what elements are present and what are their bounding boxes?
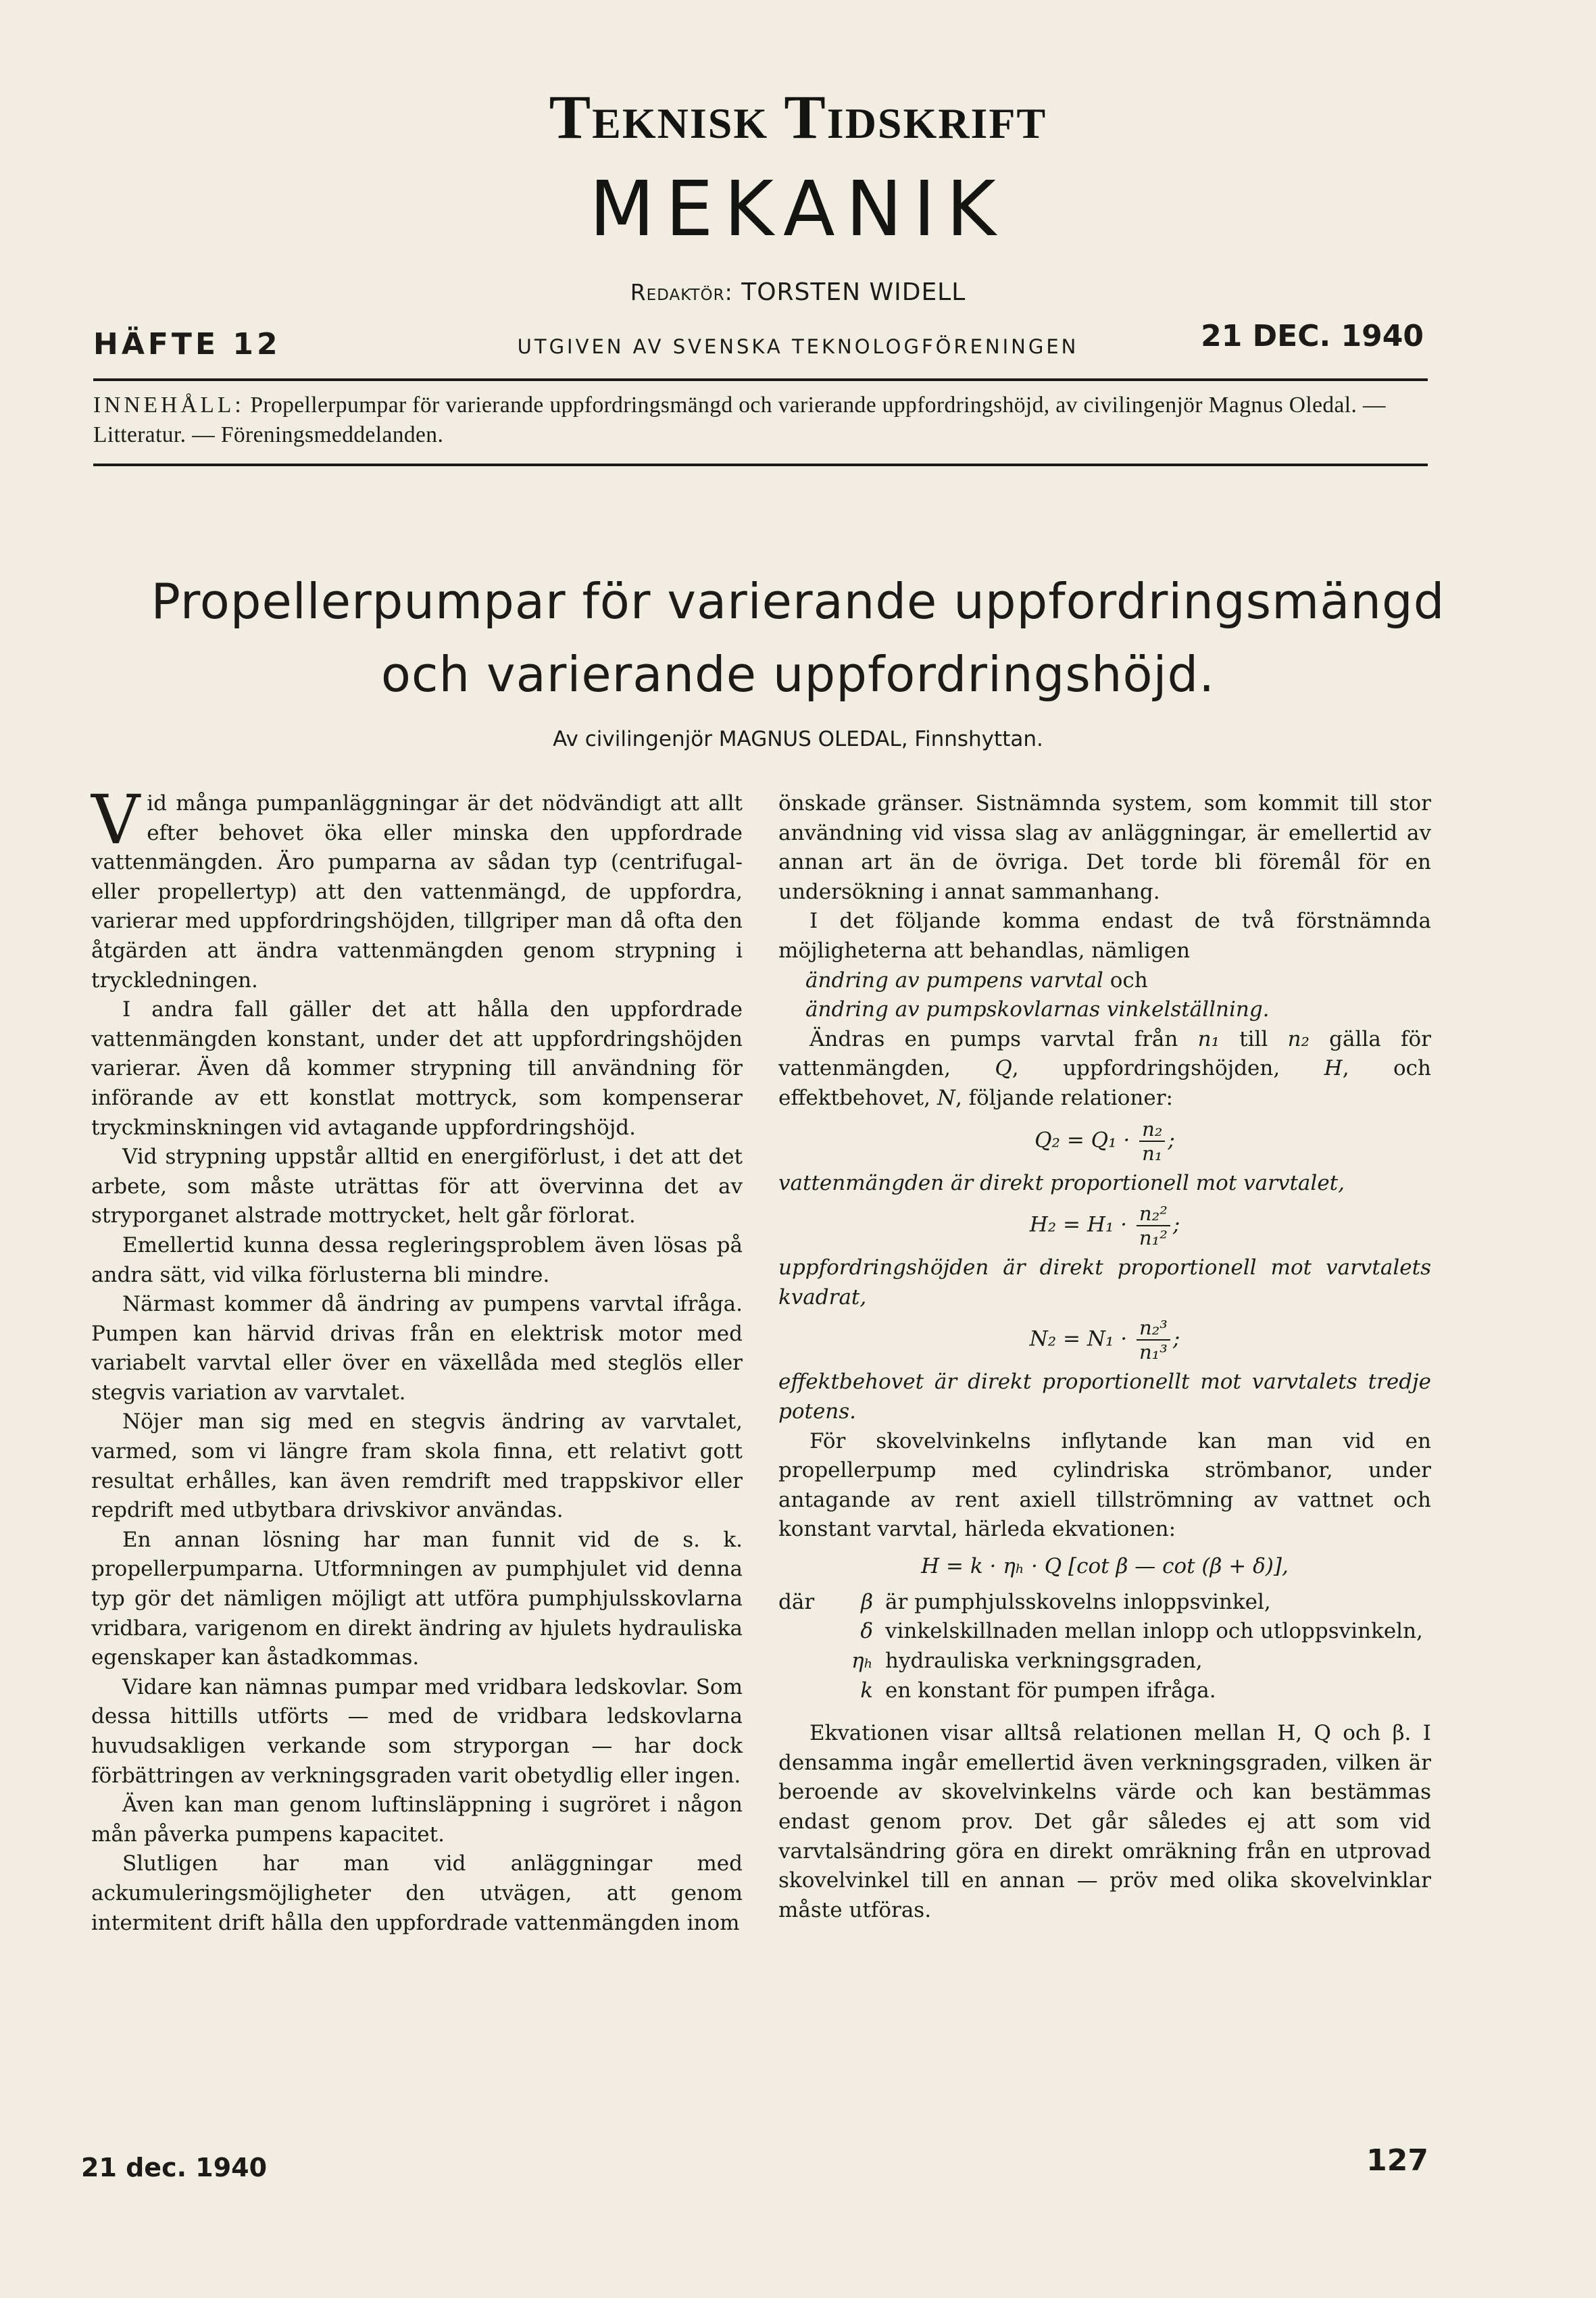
definition-text: en konstant för pumpen ifråga. xyxy=(885,1678,1216,1703)
article-byline: Av civilingenjör MAGNUS OLEDAL, Finnshyttan. xyxy=(553,727,1043,751)
symbol: n₂ xyxy=(1287,1026,1310,1051)
formula-head xyxy=(778,1202,1431,1249)
symbol-definitions xyxy=(778,1588,1431,1705)
definition-text: hydrauliska verkningsgraden, xyxy=(885,1649,1203,1674)
formula-end: ; xyxy=(1168,1128,1175,1153)
journal-section: MEKANIK xyxy=(589,166,1007,253)
denominator: n₁ xyxy=(1142,1141,1163,1165)
contents-bottom-rule xyxy=(93,464,1428,466)
definition-row xyxy=(778,1588,1431,1618)
italic-text: ändring av pumpens varvtal xyxy=(805,968,1103,993)
definition-text: är pumphjulsskovelns inloppsvinkel, xyxy=(885,1589,1271,1614)
journal-title: Teknisk Tidskrift xyxy=(549,82,1047,151)
paragraph: Vid strypning uppstår alltid en energiförlust, i det att det arbete, som måste uträttas för att övervinna det av stryporganet alstrade mottrycket, helt går förlorat. xyxy=(91,1145,743,1228)
definition-prefix: där xyxy=(778,1589,815,1614)
paragraph: Närmast kommer då ändring av pumpens varvtal ifråga. Pumpen kan härvid drivas från en elektrisk motor med variabelt varvtal eller över en växellåda med steglös eller stegvis variation av varvtalet. xyxy=(91,1292,743,1405)
numerator: n₂² xyxy=(1137,1202,1170,1226)
formula-fraction xyxy=(1137,1202,1170,1249)
formula-power xyxy=(778,1316,1431,1364)
editor-label: Redaktör: xyxy=(630,279,733,305)
left-column xyxy=(91,780,743,1938)
right-column xyxy=(778,789,1431,1925)
issue-number: HÄFTE 12 xyxy=(93,327,281,361)
text-run: Ändras en pumps varvtal från xyxy=(809,1026,1198,1051)
text-run: , och effektbehovet, xyxy=(778,1056,1431,1110)
paragraph xyxy=(778,1025,1431,1114)
formula-caption: uppfordringshöjden är direkt proportionell mot varvtalets kvadrat, xyxy=(778,1255,1431,1309)
contents-label: INNEHÅLL: xyxy=(93,393,245,418)
definition-row xyxy=(778,1617,1431,1647)
formula-caption: vattenmängden är direkt proportionell mot varvtalet, xyxy=(778,1170,1345,1195)
italic-suffix: och xyxy=(1103,968,1148,993)
top-rule xyxy=(93,378,1428,381)
definition-row xyxy=(778,1676,1431,1706)
issue-date: 21 DEC. 1940 xyxy=(1201,319,1424,353)
paragraph: Nöjer man sig med en stegvis ändring av varvtalet, varmed, som vi längre fram skola finna, ett relativt gott resultat erhålles, kan även remdrift med trappskivor eller repdrift med utbytbara drivskivor användas. xyxy=(91,1409,743,1523)
definition-symbol: ηₕ xyxy=(851,1649,873,1674)
paragraph: En annan lösning har man funnit vid de s. k. propellerpumparna. Utformningen av pumphjulet vid denna typ gör det nämligen möjligt att utföra pumphjulsskovlarna vridbara, varigenom en direkt ändring av hjulets hydrauliska egenskaper kan åstadkommas. xyxy=(91,1527,743,1670)
editor-name: TORSTEN WIDELL xyxy=(741,278,966,306)
contents-text: Propellerpumpar för varierande uppfordringsmängd och varierande uppfordringshöjd, av civilingenjör Magnus Oledal. — Litteratur. — Föreningsmeddelanden. xyxy=(93,393,1386,447)
paragraph xyxy=(91,780,743,995)
numerator: n₂ xyxy=(1139,1118,1165,1142)
editor-line xyxy=(0,278,1596,306)
formula-caption: effektbehovet är direkt proportionellt mot varvtalets tredje potens. xyxy=(778,1370,1431,1424)
article-title xyxy=(68,565,1528,711)
paragraph: I det följande komma endast de två förstnämnda möjligheterna att behandlas, nämligen xyxy=(778,909,1431,963)
definition-symbol: k xyxy=(860,1678,873,1703)
formula-lhs: Q₂ = Q₁ · xyxy=(1034,1128,1130,1153)
definition-symbol: δ xyxy=(860,1619,873,1644)
paragraph: Vidare kan nämnas pumpar med vridbara ledskovlar. Som dessa hittills utförts — med de vridbara ledskovlarna huvudsakligen verkande som stryporgan — har dock förbättringen av verkningsgraden varit obetydlig eller ingen. xyxy=(91,1674,743,1788)
paragraph: Emellertid kunna dessa regleringsproblem även lösas på andra sätt, vid vilka förlusterna bli mindre. xyxy=(91,1232,743,1287)
table-of-contents xyxy=(93,391,1428,450)
paragraph: För skovelvinkelns inflytande kan man vid en propellerpump med cylindriska strömbanor, under antagande av rent axiell tillströmning av vattnet och konstant varvtal, härleda ekvationen: xyxy=(778,1428,1431,1542)
symbol: N xyxy=(937,1085,955,1110)
formula-end: ; xyxy=(1172,1326,1180,1351)
text-run: gälla för vattenmängden, xyxy=(778,1026,1431,1081)
formula-fraction xyxy=(1137,1316,1170,1364)
definition-text: vinkelskillnaden mellan inlopp och utloppsvinkeln, xyxy=(885,1619,1423,1644)
symbol: H xyxy=(1324,1056,1343,1081)
definition-symbol xyxy=(778,1588,885,1618)
text-run: till xyxy=(1219,1026,1288,1051)
symbol: β xyxy=(861,1589,873,1614)
denominator: n₁³ xyxy=(1139,1341,1168,1364)
page-number: 127 xyxy=(1366,2143,1428,2178)
numerator: n₂³ xyxy=(1137,1316,1170,1341)
formula-lhs: H₂ = H₁ · xyxy=(1029,1212,1128,1237)
text-run: , uppfordringshöjden, xyxy=(1012,1056,1324,1081)
definition-row xyxy=(778,1647,1431,1676)
denominator: n₁² xyxy=(1139,1226,1168,1250)
italic-line xyxy=(778,966,1431,996)
formula-blade-angle: H = k · ηₕ · Q [cot β — cot (β + δ)], xyxy=(921,1553,1289,1578)
paragraph-text: id många pumpanläggningar är det nödvändigt att allt efter behovet öka eller minska den uppfordrade vattenmängden. Äro pumparna av sådan typ (centrifugal- eller propellertyp) att den vattenmängd, de uppfordra, varierar med uppfordringshöjden, tillgriper man då ofta den åtgärden att ändra vattenmängden genom strypning i tryckledningen. xyxy=(91,791,743,993)
footer-date: 21 dec. 1940 xyxy=(81,2153,268,2182)
text-run: , följande relationer: xyxy=(955,1085,1173,1110)
symbol: n₁ xyxy=(1197,1026,1220,1051)
paragraph: Även kan man genom luftinsläppning i sugröret i någon mån påverka pumpens kapacitet. xyxy=(91,1793,743,1847)
paragraph: Slutligen har man vid anläggningar med ackumuleringsmöjligheter den utvägen, att genom intermitent drift hålla den uppfordrade vattenmängden inom xyxy=(91,1851,743,1935)
italic-line: ändring av pumpskovlarnas vinkelställning. xyxy=(805,997,1270,1022)
formula-flow xyxy=(778,1118,1431,1165)
formula-lhs: N₂ = N₁ · xyxy=(1029,1326,1128,1351)
paragraph: Ekvationen visar alltså relationen mellan H, Q och β. I densamma ingår emellertid även verkningsgraden, vilken är beroende av skovelvinkelns värde och kan bestämmas endast genom prov. Det går således ej att som vid varvtalsändring göra en direkt omräkning från en utprovad skovelvinkel till en annan — pröv med olika skovelvinklar måste utföras. xyxy=(778,1721,1431,1922)
symbol: Q xyxy=(995,1056,1012,1081)
publisher-line: UTGIVEN AV SVENSKA TEKNOLOGFÖRENINGEN xyxy=(517,335,1079,358)
drop-cap: V xyxy=(91,780,141,859)
paragraph: I andra fall gäller det att hålla den uppfordrade vattenmängden konstant, under det att uppfordringshöjden varierar. Även då kommer strypning till användning för införande av ett konstlat mottryck, som kompenserar tryckminskningen vid avtagande uppfordringshöjd. xyxy=(91,997,743,1140)
paragraph: önskade gränser. Sistnämnda system, som kommit till stor användning vid vissa slag av anläggningar, är emellertid av annan art än de övriga. Det torde bli föremål för en undersökning i annat sammanhang. xyxy=(778,791,1431,904)
article-title-line-2: och varierande uppfordringshöjd. xyxy=(380,646,1216,703)
formula-fraction xyxy=(1139,1118,1165,1165)
article-title-line-1: Propellerpumpar för varierande uppfordringsmängd xyxy=(151,573,1445,630)
formula-end: ; xyxy=(1172,1212,1180,1237)
